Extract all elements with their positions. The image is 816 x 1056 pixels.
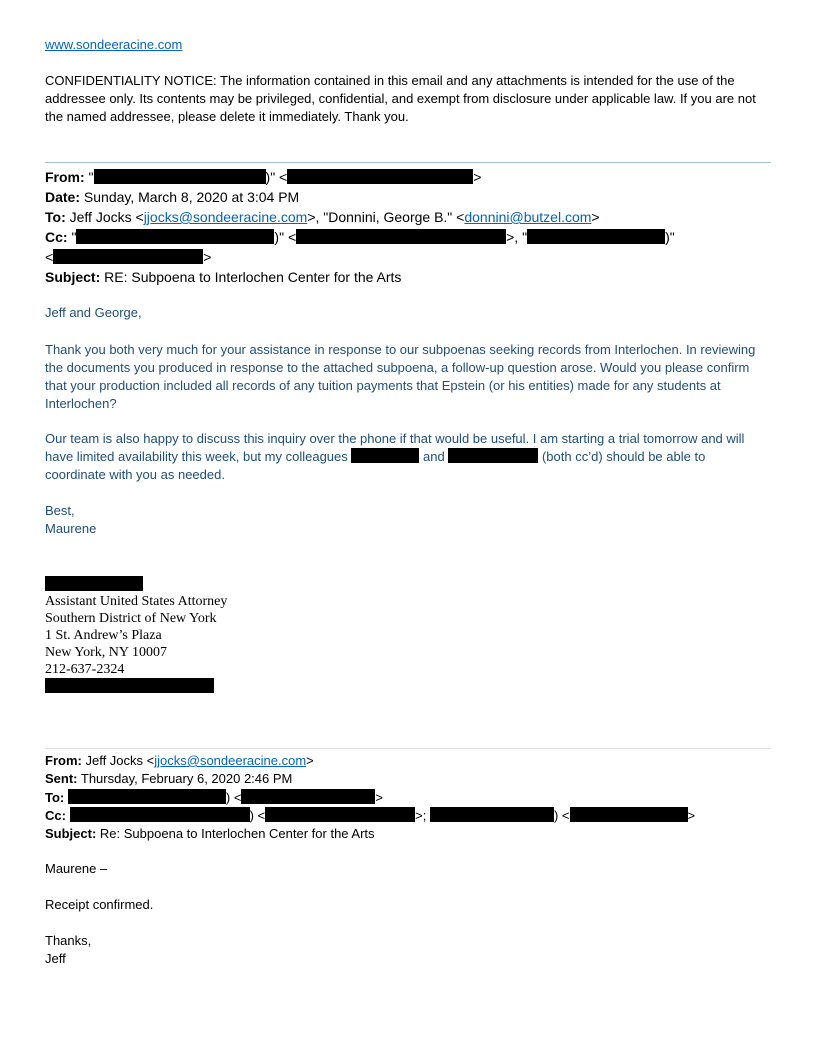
signature-office: Southern District of New York (45, 611, 217, 626)
email1-closing: Best, (45, 503, 75, 518)
divider (45, 748, 771, 749)
redaction (430, 807, 554, 822)
email2-subject-row: Subject: Re: Subpoena to Interlochen Center for the Arts (45, 826, 375, 841)
redaction (351, 448, 419, 463)
email2-closing: Thanks, (45, 933, 92, 948)
redaction (76, 229, 274, 244)
email1-cc-row: Cc: " )" < >, " )" (45, 229, 675, 245)
signature-address1: 1 St. Andrew’s Plaza (45, 628, 162, 643)
email1-greeting: Jeff and George, (45, 305, 142, 320)
signature-address2: New York, NY 10007 (45, 645, 167, 660)
email1-cc-row-cont: < > (45, 249, 212, 265)
signature-phone: 212-637-2324 (45, 662, 125, 677)
email1-from-row: From: " )" < > (45, 169, 482, 185)
email-link[interactable]: donnini@butzel.com (464, 209, 592, 225)
email1-subject-row: Subject: RE: Subpoena to Interlochen Center for the Arts (45, 269, 402, 285)
email1-paragraph2: Our team is also happy to discuss this inquiry over the phone if that would be useful. I am starting a trial tomorrow and will have limited availability this week, but my colleagues and (both cc’d) should be able to coordinate with you as needed. (45, 431, 745, 482)
redaction (68, 789, 226, 804)
website-link-text[interactable]: www.sondeeracine.com (45, 37, 183, 52)
email2-sent-row: Sent: Thursday, February 6, 2020 2:46 PM (45, 771, 293, 786)
redaction (45, 576, 143, 591)
email1-paragraph1: Thank you both very much for your assistance in response to our subpoenas seeking records from Interlochen. In reviewing the documents you produced in response to the attached subpoena, a follow-up question arose. Would you please confirm that your production included all records of any tuition payments that Epstein (or his entities) made for any students at Interlochen? (45, 342, 756, 411)
redaction (265, 807, 415, 822)
redaction (448, 448, 538, 463)
email2-cc-row: Cc: ) < >; ) < > (45, 808, 696, 823)
redaction (45, 678, 214, 693)
email2-from-row: From: Jeff Jocks <jjocks@sondeeracine.com> (45, 753, 314, 768)
email-link[interactable]: jjocks@sondeeracine.com (154, 753, 307, 768)
redaction (94, 169, 266, 184)
redaction (70, 807, 250, 822)
email-link[interactable]: jjocks@sondeeracine.com (143, 209, 308, 225)
signature-title: Assistant United States Attorney (45, 594, 228, 609)
website-link[interactable] (45, 36, 182, 54)
email2-signoff: Jeff (45, 951, 66, 966)
divider (45, 162, 771, 163)
redaction (570, 807, 688, 822)
email1-date-row: Date: Sunday, March 8, 2020 at 3:04 PM (45, 189, 300, 205)
redaction (241, 789, 375, 804)
confidentiality-notice: CONFIDENTIALITY NOTICE: The information contained in this email and any attachments is intended for the use of the addressee only. Its contents may be privileged, confidential, and exempt from disclosure under applicable law. If you are not the named addressee, please delete it immediately. Thank you. (45, 73, 756, 124)
email2-greeting: Maurene – (45, 861, 108, 876)
email2-to-row: To: ) < > (45, 790, 384, 805)
redaction (296, 229, 506, 244)
email2-body: Receipt confirmed. (45, 897, 154, 912)
email1-signoff: Maurene (45, 521, 97, 536)
redaction (527, 229, 665, 244)
redaction (287, 169, 473, 184)
email1-to-row: To: Jeff Jocks <jjocks@sondeeracine.com>, "Donnini, George B." <donnini@butzel.com> (45, 209, 600, 225)
redaction (53, 249, 203, 264)
